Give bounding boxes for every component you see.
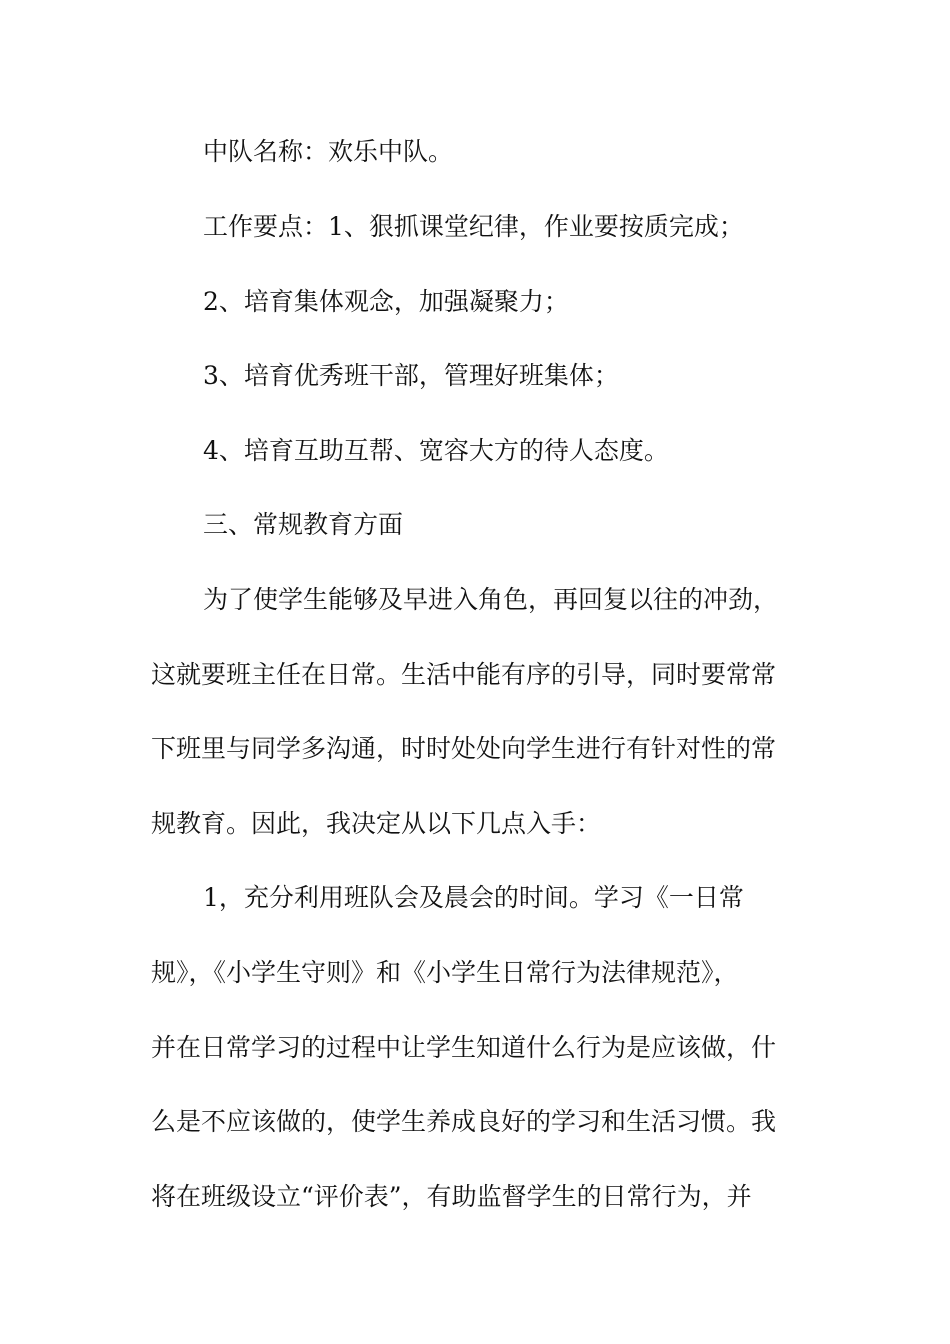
paragraph-line: 规》，《小学生守则》和《小学生日常行为法律规范》， [151, 958, 739, 987]
work-point-3: 3、培育优秀班干部，管理好班集体； [203, 361, 619, 390]
section-heading: 三、常规教育方面 [203, 510, 404, 539]
paragraph-line: 下班里与同学多沟通，时时处处向学生进行有针对性的常 [151, 734, 777, 763]
paragraph-line: 么是不应该做的，使学生养成良好的学习和生活习惯。我 [151, 1107, 777, 1136]
work-point-4: 4、培育互助互帮、宽容大方的待人态度。 [203, 436, 669, 465]
paragraph-line: 规教育。因此，我决定从以下几点入手： [151, 809, 602, 838]
paragraph-line: 1，充分利用班队会及晨会的时间。学习《一日常 [203, 883, 744, 912]
paragraph-line: 这就要班主任在日常。生活中能有序的引导，同时要常常 [151, 660, 777, 689]
paragraph-line: 为了使学生能够及早进入角色，再回复以往的冲劲， [203, 585, 779, 614]
paragraph-line: 并在日常学习的过程中让学生知道什么行为是应该做，什 [151, 1033, 777, 1062]
work-point-2: 2、培育集体观念，加强凝聚力； [203, 287, 569, 316]
team-name-line: 中队名称：欢乐中队。 [203, 137, 454, 166]
work-points-line: 工作要点：1、狠抓课堂纪律，作业要按质完成； [203, 212, 744, 241]
paragraph-line: 将在班级设立“评价表”，有助监督学生的日常行为，并 [151, 1182, 752, 1211]
